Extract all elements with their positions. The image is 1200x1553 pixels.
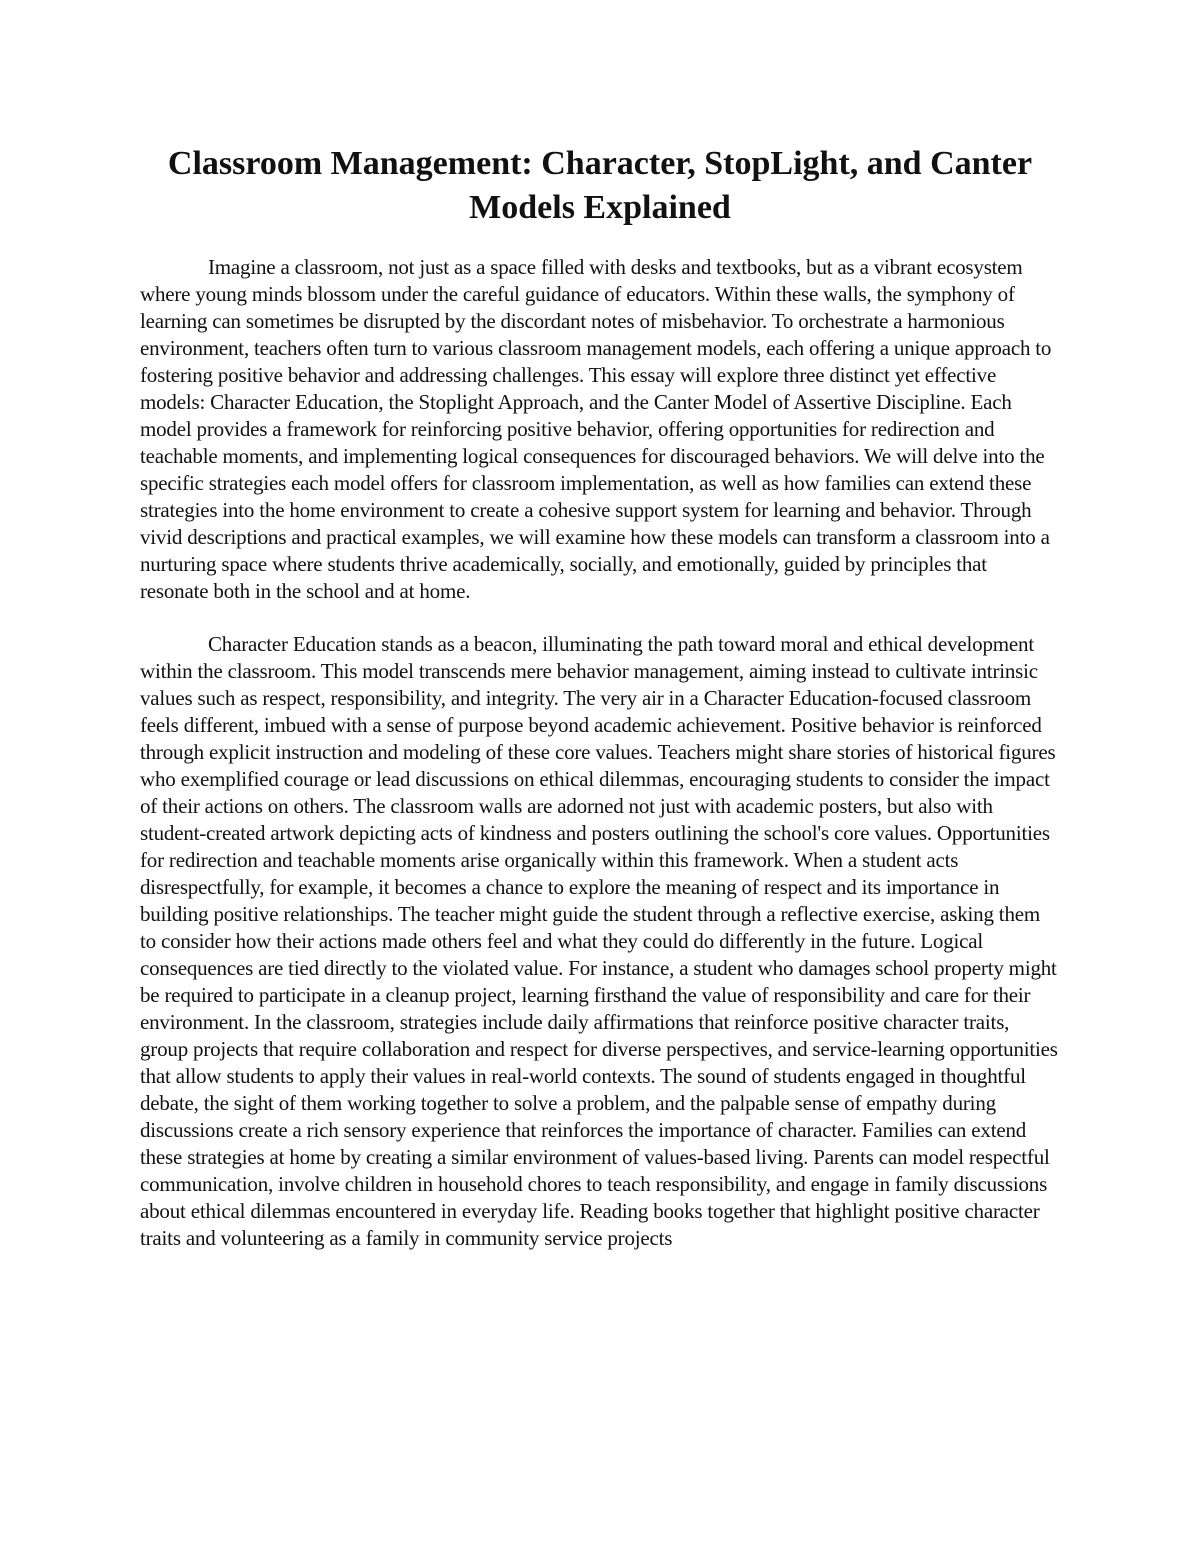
document-body	[140, 254, 1060, 1278]
paragraph-character-education: Character Education stands as a beacon, illuminating the path toward moral and ethical development within the classroom. This model transcends mere behavior management, aiming instead to cultivate intrinsic values such as respect, responsibility, and integrity. The very air in a Character Education-focused classroom feels different, imbued with a sense of purpose beyond academic achievement. Positive behavior is reinforced through explicit instruction and modeling of these core values. Teachers might share stories of historical figures who exemplified courage or lead discussions on ethical dilemmas, encouraging students to consider the impact of their actions on others. The classroom walls are adorned not just with academic posters, but also with student-created artwork depicting acts of kindness and posters outlining the school's core values. Opportunities for redirection and teachable moments arise organically within this framework. When a student acts disrespectfully, for example, it becomes a chance to explore the meaning of respect and its importance in building positive relationships. The teacher might guide the student through a reflective exercise, asking them to consider how their actions made others feel and what they could do differently in the future. Logical consequences are tied directly to the violated value. For instance, a student who damages school property might be required to participate in a cleanup project, learning firsthand the value of responsibility and care for their environment. In the classroom, strategies include daily affirmations that reinforce positive character traits, group projects that require collaboration and respect for diverse perspectives, and service-learning opportunities that allow students to apply their values in real-world contexts. The sound of students engaged in thoughtful debate, the sight of them working together to solve a problem, and the palpable sense of empathy during discussions create a rich sensory experience that reinforces the importance of character. Families can extend these strategies at home by creating a similar environment of values-based living. Parents can model respectful communication, involve children in household chores to teach responsibility, and engage in family discussions about ethical dilemmas encountered in everyday life. Reading books together that highlight positive character traits and volunteering as a family in community service projects	[140, 632, 1058, 1250]
paragraph-intro: Imagine a classroom, not just as a space filled with desks and textbooks, but as a vibrant ecosystem where young minds blossom under the careful guidance of educators. Within these walls, the symphony of learning can sometimes be disrupted by the discordant notes of misbehavior. To orchestrate a harmonious environment, teachers often turn to various classroom management models, each offering a unique approach to fostering positive behavior and addressing challenges. This essay will explore three distinct yet effective models: Character Education, the Stoplight Approach, and the Canter Model of Assertive Discipline. Each model provides a framework for reinforcing positive behavior, offering opportunities for redirection and teachable moments, and implementing logical consequences for discouraged behaviors. We will delve into the specific strategies each model offers for classroom implementation, as well as how families can extend these strategies into the home environment to create a cohesive support system for learning and behavior. Through vivid descriptions and practical examples, we will examine how these models can transform a classroom into a nurturing space where students thrive academically, socially, and emotionally, guided by principles that resonate both in the school and at home.	[140, 255, 1052, 603]
document-title: Classroom Management: Character, StopLight, and Canter Models Explained	[167, 145, 1033, 226]
